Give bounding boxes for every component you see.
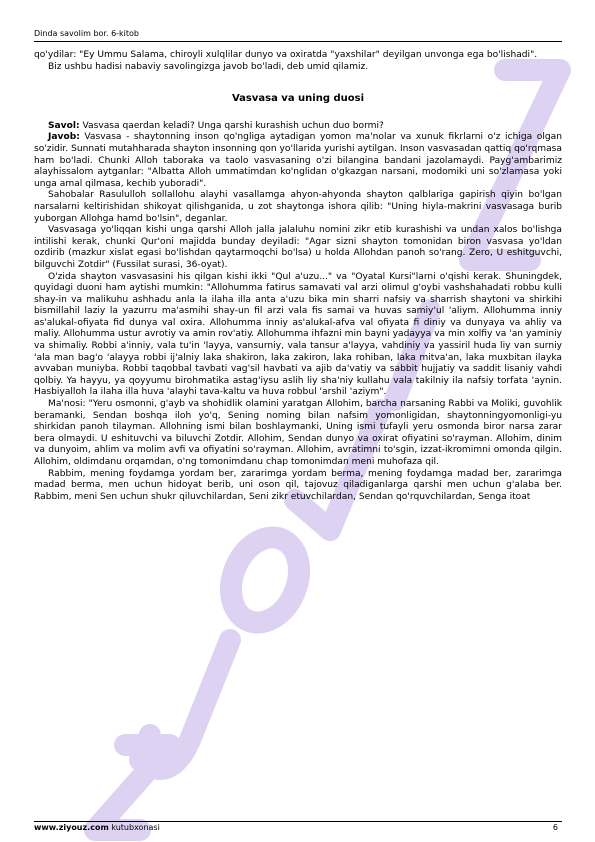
page-number: 6 [552, 823, 558, 832]
body-paragraph: Vasvasaga yo'liqqan kishi unga qarshi Alloh jalla jalaluhu nomini zikr etib kurashishi va undan xalos bo'lishga intilishi kerak, chunki Qur'oni majidda bunday deyiladi: "Agar sizni shayton tomonidan biron vasvasa yo'ldan ozdirib (mazkur xislat egasi bo'lishdan qaytarmoqchi bo'lsa) u holda Allohdan panoh so'rang. Zero, U eshitguvchi, bilguvchi Zotdir" (Fussilat surasi, 36-oyat). [34, 225, 562, 270]
footer-site-link[interactable]: www.ziyouz.com [34, 823, 109, 832]
body-paragraph: O'zida shayton vasvasasini his qilgan kishi ikki "Qul a'uzu..." va "Oyatal Kursi"larni o'qishi kerak. Shuningdek, quyidagi duoni ham aytishi mumkin: "Allohumma fatirus samavati val arzi olimul g'oybi vashshahadati robbu kulli shay-in va malikuhu ashhadu anla la ilaha illa anta a'uzu bika min sharri nafsiy va sharrish shaytoni va shirkihi bismillahil laziy la yazurru ma'asmihi shay-un fil arzi vala fis samai va huvas samiy'ul 'aliym. Allohumma inniy as'alukal-ofiyata fid dunya val oxira. Allohumma inniy as'alukal-afva val ofiyata fi diniy va dunyaya va ahliy va maliy. Allohumma ustur avrotiy va amin rov'atiy. Allohumma ihfazni min bayni yadayya va min xolfiy va 'an yaminiy va shimaliy. Robbi a'inniy, vala tu'in 'layya, vansurniy, vala tansur a'layya, vahdiniy va yassiril huda liy van surniy 'ala man bag'o 'alayya robbi ij'alniy laka shakiron, laka zakiron, laka rohiban, laka mitva'an, laka muxbitan ilayka avvaban muniyba. Robbi taqobbal tavbati vag'sil havbati va ajib da'vatiy va sabbit hujjatiy va saddit lisaniy vahdi qolbiy. Ya hayyu, ya qoyyumu birohmatika astag'iysu aslih liy sha'niy kullahu vala takilniy ila nafsiy torfata 'aynin. Hasbiyalloh la ilaha illa huva 'alayhi tava-kaltu va huva robbul 'arshil 'aziym". [34, 271, 562, 398]
intro-paragraph-2: Biz ushbu hadisi nabaviy savolingizga javob bo'ladi, deb umid qilamiz. [48, 61, 369, 72]
footer-rule [34, 821, 562, 822]
answer-paragraph [34, 132, 562, 190]
footer [34, 823, 562, 833]
body-paragraph: Rabbim, mening foydamga yordam ber, zararimga yordam berma, mening foydamga madad ber, zararimga madad berma, men uchun hidoyat berib, uni oson qil, tajovuz qiladiganlarga qarshi men uchun g'alaba ber. Rabbim, meni Sen uchun shukr qiluvchilardan, Seni zikr etuvchilardan, Sendan qo'rquvchilardan, Senga itoat [34, 468, 562, 502]
answer-label: Javob: [48, 132, 80, 143]
footer-suffix: kutubxonasi [108, 823, 160, 832]
answer-text: Vasvasa - shaytonning inson qo'ngliga aytadigan yomon ma'nolar va xunuk fikrlarni o'z ichiga olgan so'zidir. Sunnati mutahharada shayton insonning qon yo'llarida yurishi aytilgan. Inson vasvasadan qattiq qo'rqmasa ham bo'ladi. Chunki Alloh taboraka va taolo vasvasaning o'zi bilangina bandani jazolamaydi. Payg'ambarimiz alayhissalom aytganlar: "Albatta Alloh ummatimdan ko'nglidan o'gkazgan narsani, modomiki uni so'zlamasa yoki unga amal qilmasa, kechib yuboradi". [34, 132, 562, 189]
question-text: Vasvasa qaerdan keladi? Unga qarshi kurashish uchun duo bormi? [79, 120, 384, 131]
intro-paragraph-1: qo'ydilar: "Ey Ummu Salama, chiroyli xulqlilar dunyo va oxiratda "yaxshilar" deyilgan unvonga ega bo'lishadi". [34, 50, 538, 60]
body-paragraph: Ma'nosi: "Yeru osmonni, g'ayb va shohidlik olamini yaratgan Allohim, barcha narsaning Rabbi va Moliki, guvohlik beramanki, Sendan boshqa iloh yo'q, Sening noming bilan nafsim yomonligidan, shaytonningyomonligi-yu shirkidan panoh tilayman. Allohning ismi bilan boshlaymanki, Uning ismi tufayli yeru osmonda biror narsa zarar bera olmaydi. U eshituvchi va biluvchi Zotdir. Allohim, Sendan dunyo va oxirat ofiyatini so'rayman. Allohim, dinim va dunyoim, ahlim va molim avfi va ofiyatini so'rayman. Allohim, avratimni to'sgin, izzat-ikromimni omonda qilgin. Allohim, oldimdanu orqamdan, o'ng tomonimdanu chap tomonimdan meni muhofaza qil. [34, 399, 562, 467]
page-body [34, 50, 562, 503]
body-paragraph: Sahobalar Rasululloh sollallohu alayhi vasallamga ahyon-ahyonda shayton qalblariga gapirish qiyin bo'lgan narsalarni keltirishidan shikoyat qilishganida, u zot shaytonga ishora qilib: "Uning hiyla-makrini vasvasaga burib yuborgan Allohga hamd bo'lsin", deganlar. [34, 190, 562, 224]
running-header: Dinda savolim bor. 6-kitob [34, 29, 140, 38]
header-rule [34, 41, 562, 42]
question-paragraph [34, 121, 562, 133]
section-title: Vasvasa va uning duosi [231, 93, 365, 105]
question-label: Savol: [48, 120, 80, 131]
